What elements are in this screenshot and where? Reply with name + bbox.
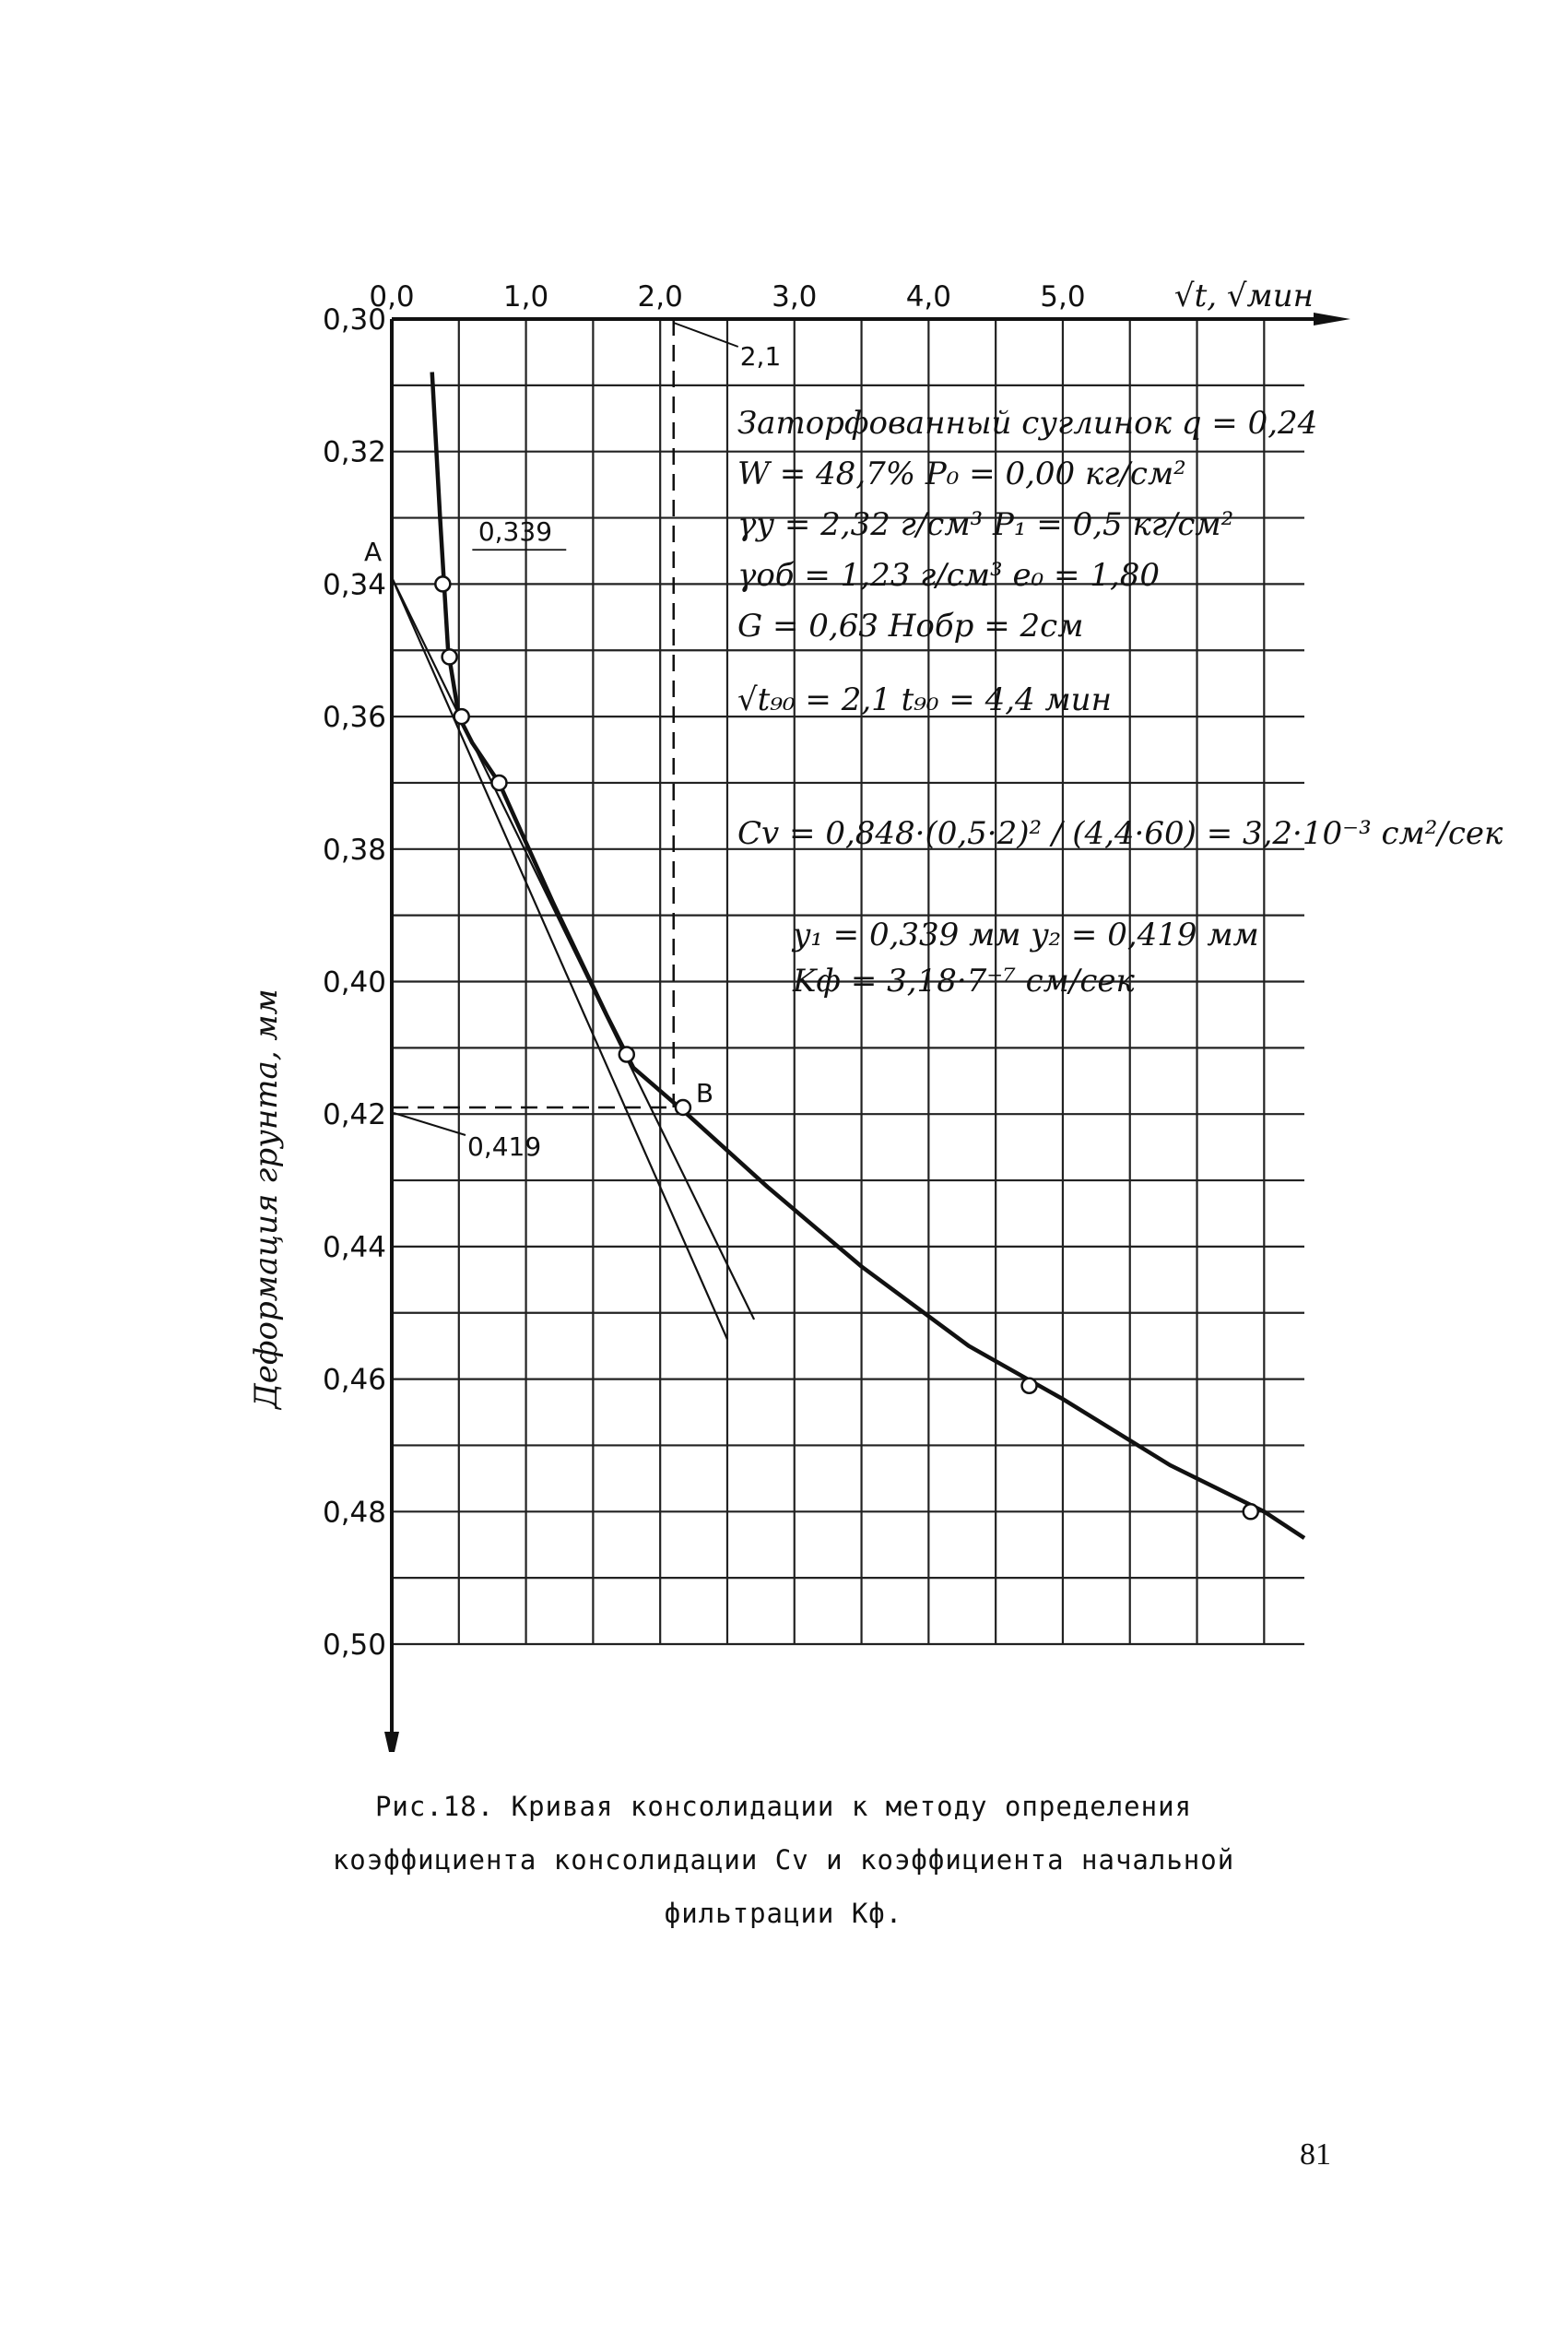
y-tick-label: 0,30 <box>322 303 386 337</box>
data-point <box>676 1100 690 1115</box>
y-tick-label: 0,32 <box>322 435 386 469</box>
data-point <box>491 775 506 790</box>
data-point <box>1244 1504 1258 1519</box>
y-tick-label: 0,36 <box>322 701 386 735</box>
y-tick-label: 0,48 <box>322 1496 386 1530</box>
y-tick-label: 0,44 <box>322 1230 386 1264</box>
x-tick-label: 0,0 <box>369 280 415 314</box>
x-tick-label: 3,0 <box>772 280 818 314</box>
y-tick-label: 0,34 <box>322 568 386 602</box>
annotation-line: γоб = 1,23 г/см³ e₀ = 1,80 <box>737 557 1161 594</box>
reference-leader <box>394 1113 466 1135</box>
y-axis-label: Деформация грунта, мм <box>248 988 285 1409</box>
data-point <box>1022 1379 1037 1393</box>
data-point <box>619 1048 634 1062</box>
annotation-line: √t₉₀ = 2,1 t₉₀ = 4,4 мин <box>737 681 1112 718</box>
y-tick-label: 0,38 <box>322 833 386 867</box>
annotation-block <box>737 405 1503 1000</box>
annotation-line: Заторфованный суглинок q = 0,24 <box>737 405 1318 442</box>
x-tick-label: 1,0 <box>502 280 549 314</box>
page-number: 81 <box>1300 2137 1331 2172</box>
consolidation-curve-line <box>432 373 1304 1539</box>
annotation-line: G = 0,63 Hобр = 2см <box>737 608 1084 645</box>
data-point <box>435 576 450 591</box>
point-label-b: B <box>695 1078 714 1109</box>
x-tick-label: 5,0 <box>1040 280 1086 314</box>
figure-caption <box>221 1780 1346 1940</box>
caption-line-2: коэффициента консолидации Cv и коэффициента начальной <box>332 1844 1235 1876</box>
caption-line-1: Рис.18. Кривая консолидации к методу определения <box>374 1791 1193 1822</box>
tangent-lines <box>392 577 754 1339</box>
consolidation-curve <box>432 373 1304 1539</box>
annotation-line: W = 48,7% P₀ = 0,00 кг/см² <box>737 456 1186 492</box>
point-label-a: A <box>364 537 383 568</box>
annotation-line: γу = 2,32 г/см³ P₁ = 0,5 кг/см² <box>737 506 1234 543</box>
reference-lines <box>392 319 781 1162</box>
reference-label-y2: 0,419 <box>467 1131 542 1163</box>
x-axis-label: √t, √мин <box>1173 278 1314 314</box>
annotation-line: Kф = 3,18·7⁻⁷ см/сек <box>793 963 1135 1000</box>
data-point <box>454 709 469 724</box>
reference-leader <box>674 323 738 347</box>
tangent-line <box>392 577 727 1339</box>
y-tick-label: 0,40 <box>322 965 386 1000</box>
y-axis-arrow <box>384 1732 399 1752</box>
annotation-line: y₁ = 0,339 мм y₂ = 0,419 мм <box>793 917 1259 953</box>
x-tick-label: 2,0 <box>637 280 683 314</box>
y-tick-label: 0,46 <box>322 1363 386 1397</box>
annotation-line: Cv = 0,848·(0,5·2)² / (4,4·60) = 3,2·10⁻³ см²/сек <box>737 815 1503 852</box>
data-point <box>442 649 457 664</box>
y-tick-label: 0,42 <box>322 1098 386 1132</box>
y-tick-label: 0,50 <box>322 1628 386 1662</box>
x-axis-arrow <box>1314 313 1350 326</box>
reference-label-x: 2,1 <box>739 341 782 372</box>
x-tick-label: 4,0 <box>905 280 952 314</box>
caption-line-3: фильтрации Kф. <box>664 1898 903 1929</box>
reference-label-y1: 0,339 <box>477 516 553 548</box>
